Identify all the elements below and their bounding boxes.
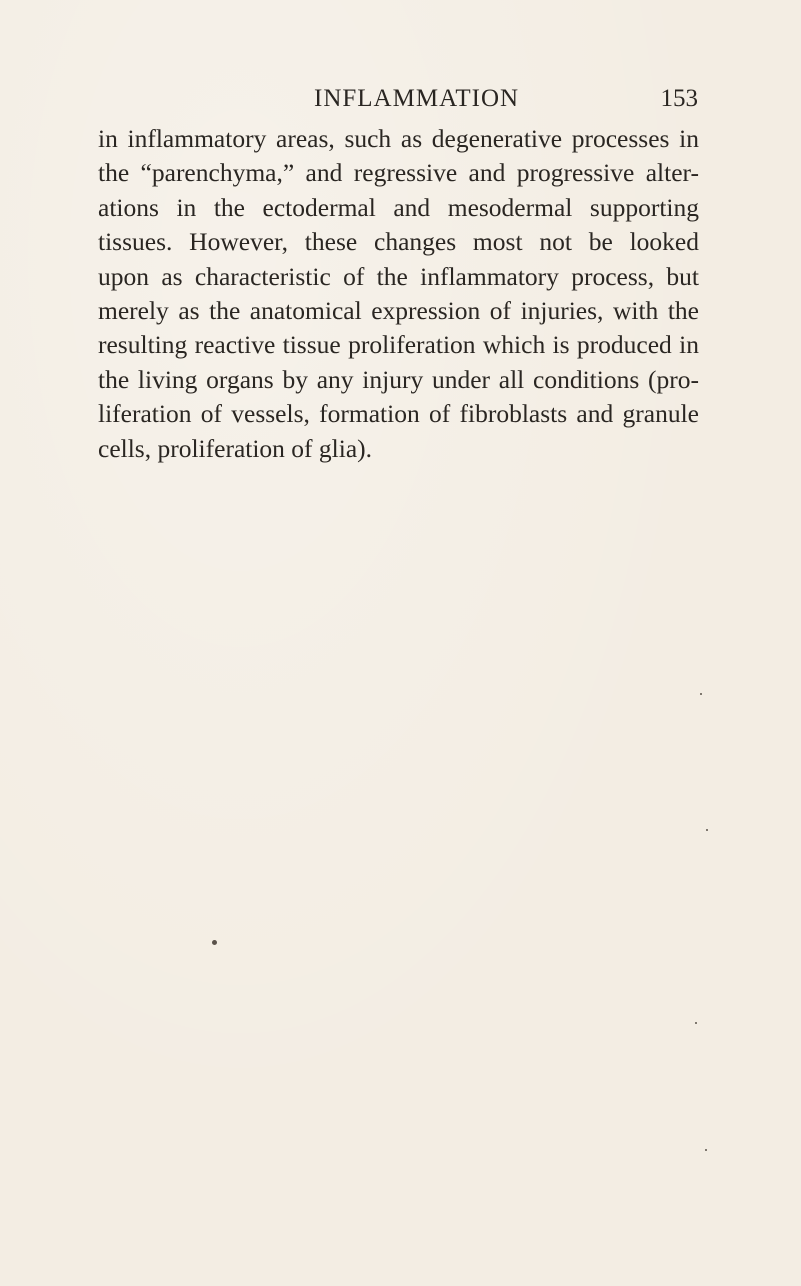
paper-speck <box>700 693 702 695</box>
body-paragraph <box>98 122 699 466</box>
paper-speck <box>695 1022 697 1024</box>
text-line: upon as characteristic of the inflammatory process, but <box>98 261 699 291</box>
paper-speck <box>706 829 708 831</box>
page-number: 153 <box>660 85 698 112</box>
running-title: INFLAMMATION <box>314 85 520 112</box>
running-head <box>98 82 698 116</box>
text-line: in inflammatory areas, such as degenerative processes in <box>98 124 699 153</box>
text-line: resulting reactive tissue proliferation which is produced in <box>98 330 699 360</box>
text-line: tissues. However, these changes most not be looked <box>98 227 699 257</box>
text-line: liferation of vessels, formation of fibroblasts and granule <box>98 399 699 429</box>
text-line: the “parenchyma,” and regressive and progressive alter- <box>98 158 699 188</box>
text-line: cells, proliferation of glia). <box>98 433 373 463</box>
text-line: merely as the anatomical expression of injuries, with the <box>98 295 699 325</box>
paper-speck <box>705 1149 707 1151</box>
text-line: ations in the ectodermal and mesodermal supporting <box>98 192 699 222</box>
text-line: the living organs by any injury under all conditions (pro- <box>98 364 699 394</box>
paper-speck <box>212 940 217 945</box>
